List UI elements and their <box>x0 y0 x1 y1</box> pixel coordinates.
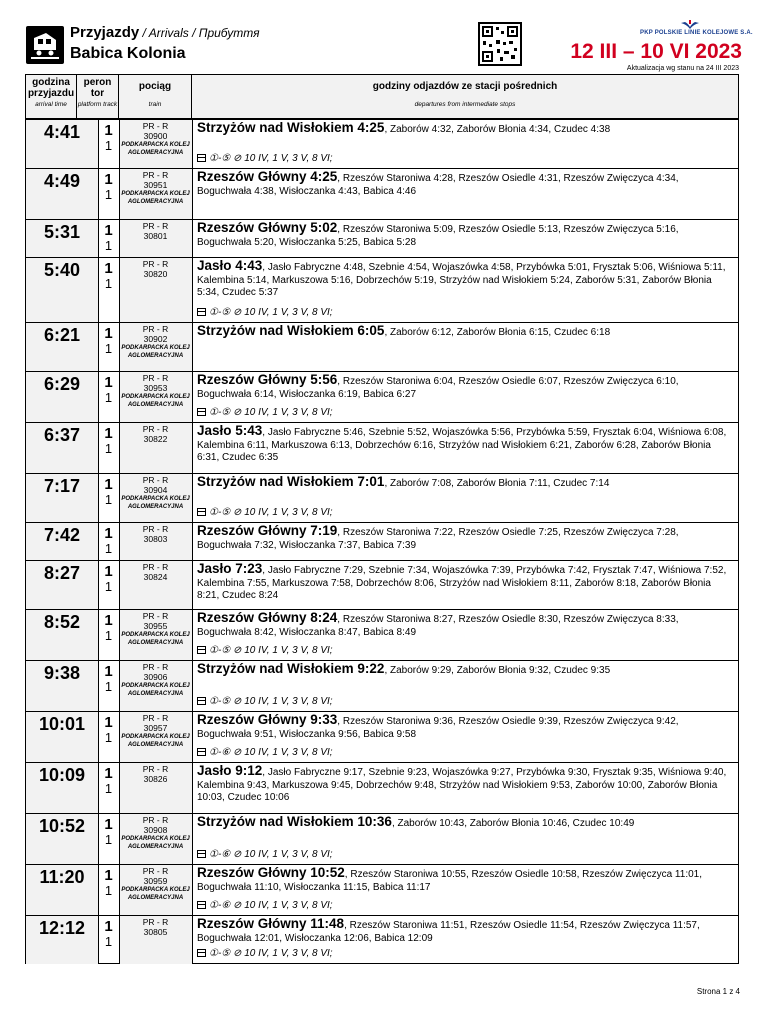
platform-number: 1 <box>104 714 113 731</box>
arrival-time: 6:37 <box>43 425 81 445</box>
train-category: PR - R <box>142 866 169 876</box>
track-number: 1 <box>104 541 113 556</box>
train-category: PR - R <box>142 524 169 534</box>
table-row <box>26 865 738 916</box>
arrival-time: 7:42 <box>43 525 81 545</box>
arrival-time: 8:27 <box>43 563 81 583</box>
intermediate-stops: , Zaborów 7:08, Zaborów Błonia 7:11, Czudec 7:14 <box>384 478 610 489</box>
track-number: 1 <box>104 187 113 202</box>
train-brand: PODKARPACKA KOLEJ AGLOMERACYJNA <box>121 345 190 359</box>
train-brand: PODKARPACKA KOLEJ AGLOMERACYJNA <box>121 836 190 850</box>
origin-station: Jasło 5:43 <box>197 423 263 438</box>
operating-days-note <box>197 747 333 758</box>
table-row <box>26 474 738 523</box>
column-intermediate-stops: godziny odjazdów ze stacji pośrednich departures from intermediate stops <box>372 81 558 108</box>
calendar-icon <box>197 697 206 705</box>
platform-number: 1 <box>104 260 113 277</box>
track-number: 1 <box>104 579 113 594</box>
calendar-icon <box>197 308 206 316</box>
route-stops <box>197 663 733 678</box>
train-info <box>119 764 192 784</box>
train-info <box>119 713 192 749</box>
column-arrival-time: godzina przyjazdu arrival time <box>26 75 77 118</box>
calendar-icon <box>197 508 206 516</box>
platform-track <box>98 426 119 456</box>
title-translations: / Arrivals / Прибуття <box>139 26 260 40</box>
platform-track <box>98 664 119 694</box>
train-category: PR - R <box>142 764 169 774</box>
arrival-time: 6:21 <box>43 325 81 345</box>
calendar-icon <box>197 748 206 756</box>
train-number: 30820 <box>143 269 168 279</box>
table-row <box>26 763 738 814</box>
train-category: PR - R <box>142 259 169 269</box>
platform-track <box>98 715 119 745</box>
track-number: 1 <box>104 628 113 643</box>
route-stops <box>197 816 733 831</box>
arrival-time: 10:09 <box>38 765 86 785</box>
route-stops <box>197 563 733 603</box>
track-number: 1 <box>104 781 113 796</box>
train-info <box>119 259 192 279</box>
train-category: PR - R <box>142 611 169 621</box>
train-brand: PODKARPACKA KOLEJ AGLOMERACYJNA <box>121 887 190 901</box>
operating-days-note <box>197 407 333 418</box>
train-category: PR - R <box>142 662 169 672</box>
route-stops <box>197 374 733 401</box>
page-title <box>70 24 260 42</box>
brand-name: PKP POLSKIE LINIE KOLEJOWE S.A. <box>640 30 753 36</box>
origin-station: Jasło 4:43 <box>197 258 263 273</box>
platform-number: 1 <box>104 374 113 391</box>
train-number: 30955 <box>143 621 168 631</box>
table-row <box>26 169 738 220</box>
calendar-icon <box>197 850 206 858</box>
train-category: PR - R <box>142 917 169 927</box>
intermediate-stops: , Zaborów 9:29, Zaborów Błonia 9:32, Czudec 9:35 <box>384 665 611 676</box>
platform-track <box>98 919 119 949</box>
arrival-time: 8:52 <box>43 612 81 632</box>
train-number: 30959 <box>143 876 168 886</box>
route-stops <box>197 867 733 894</box>
operating-days-note <box>197 900 333 911</box>
train-info <box>119 424 192 444</box>
track-number: 1 <box>104 832 113 847</box>
pkp-wings-icon <box>681 20 699 30</box>
calendar-icon <box>197 646 206 654</box>
table-row <box>26 916 738 964</box>
operating-days-note <box>197 507 333 518</box>
platform-number: 1 <box>104 816 113 833</box>
train-brand: PODKARPACKA KOLEJ AGLOMERACYJNA <box>121 632 190 646</box>
platform-track <box>98 375 119 405</box>
train-info <box>119 121 192 157</box>
train-number: 30900 <box>143 131 168 141</box>
platform-number: 1 <box>104 222 113 239</box>
table-row <box>26 610 738 661</box>
table-row <box>26 258 738 323</box>
table-row <box>26 661 738 712</box>
operating-days-text: ①-⑤ ⊘ 10 IV, 1 V, 3 V, 8 VI; <box>209 153 333 164</box>
train-category: PR - R <box>142 424 169 434</box>
operating-days-text: ①-⑤ ⊘ 10 IV, 1 V, 3 V, 8 VI; <box>209 407 333 418</box>
train-number: 30822 <box>143 434 168 444</box>
track-number: 1 <box>104 730 113 745</box>
train-info <box>119 324 192 360</box>
route-stops <box>197 260 733 300</box>
train-category: PR - R <box>142 121 169 131</box>
qr-code-icon <box>478 22 522 66</box>
train-info <box>119 170 192 206</box>
train-brand: PODKARPACKA KOLEJ AGLOMERACYJNA <box>121 191 190 205</box>
route-stops <box>197 222 733 249</box>
track-number: 1 <box>104 390 113 405</box>
route-stops <box>197 918 733 945</box>
origin-station: Jasło 9:12 <box>197 763 263 778</box>
train-category: PR - R <box>142 324 169 334</box>
table-row <box>26 220 738 258</box>
route-stops <box>197 476 733 491</box>
track-number: 1 <box>104 238 113 253</box>
train-category: PR - R <box>142 815 169 825</box>
origin-station: Rzeszów Główny 8:24 <box>197 610 338 625</box>
track-number: 1 <box>104 679 113 694</box>
route-stops <box>197 171 733 198</box>
train-number: 30908 <box>143 825 168 835</box>
page-number: Strona 1 z 4 <box>696 987 740 996</box>
platform-track <box>98 123 119 153</box>
train-info <box>119 662 192 698</box>
platform-number: 1 <box>104 765 113 782</box>
intermediate-stops: , Zaborów 6:12, Zaborów Błonia 6:15, Czudec 6:18 <box>384 327 611 338</box>
train-number: 30904 <box>143 485 168 495</box>
operating-days-note <box>197 153 333 164</box>
platform-number: 1 <box>104 476 113 493</box>
intermediate-stops: , Rzeszów Staroniwa 7:22, Rzeszów Osiedle 7:25, Rzeszów Zwięczyca 7:28, Boguchwała 7:32, Wisłoczanka 7:37, Babica 7:39 <box>197 527 679 551</box>
calendar-icon <box>197 408 206 416</box>
arrival-time: 6:29 <box>43 374 81 394</box>
origin-station: Jasło 7:23 <box>197 561 263 576</box>
platform-number: 1 <box>104 425 113 442</box>
train-category: PR - R <box>142 713 169 723</box>
train-number: 30951 <box>143 180 168 190</box>
column-platform: peron tor platform track <box>77 75 119 118</box>
origin-station: Rzeszów Główny 10:52 <box>197 865 345 880</box>
intermediate-stops: , Zaborów 10:43, Zaborów Błonia 10:46, Czudec 10:49 <box>391 818 635 829</box>
arrival-time: 10:52 <box>38 816 86 836</box>
train-number: 30824 <box>143 572 168 582</box>
train-category: PR - R <box>142 475 169 485</box>
origin-station: Strzyżów nad Wisłokiem 7:01 <box>197 474 385 489</box>
calendar-icon <box>197 949 206 957</box>
platform-number: 1 <box>104 612 113 629</box>
platform-number: 1 <box>104 171 113 188</box>
table-row <box>26 712 738 763</box>
train-info <box>119 221 192 241</box>
intermediate-stops: , Jasło Fabryczne 9:17, Szebnie 9:23, Wojaszówka 9:27, Przybówka 9:30, Frysztak 9:35, Wiśniowa 9:40, Kalembina 9:43, Markuszowa 9:45, Dobrzechów 9:48, Strzyżów nad Wisłokiem 9:53, Zaborów 10:00, Zaborów Błonia 10:03, Czudec 10:06 <box>197 767 727 803</box>
origin-station: Rzeszów Główny 11:48 <box>197 916 345 931</box>
route-stops <box>197 425 733 465</box>
train-info <box>119 475 192 511</box>
pkp-logo <box>640 20 753 36</box>
arrival-time: 5:40 <box>43 260 81 280</box>
train-info <box>119 562 192 582</box>
column-train: pociąg train <box>119 75 192 118</box>
intermediate-stops: , Rzeszów Staroniwa 5:09, Rzeszów Osiedle 5:13, Rzeszów Zwięczyca 5:16, Boguchwała 5:20, Wisłoczanka 5:25, Babica 5:28 <box>197 224 679 248</box>
table-header <box>26 75 738 120</box>
operating-days-text: ①-⑤ ⊘ 10 IV, 1 V, 3 V, 8 VI; <box>209 307 333 318</box>
track-number: 1 <box>104 934 113 949</box>
arrivals-table <box>25 74 739 964</box>
train-brand: PODKARPACKA KOLEJ AGLOMERACYJNA <box>121 496 190 510</box>
origin-station: Rzeszów Główny 5:56 <box>197 372 338 387</box>
platform-number: 1 <box>104 122 113 139</box>
table-row <box>26 814 738 865</box>
train-info <box>119 917 192 937</box>
origin-station: Rzeszów Główny 7:19 <box>197 523 338 538</box>
origin-station: Rzeszów Główny 4:25 <box>197 169 338 184</box>
platform-number: 1 <box>104 663 113 680</box>
table-row <box>26 120 738 169</box>
arrival-time: 7:17 <box>43 476 81 496</box>
intermediate-stops: , Rzeszów Staroniwa 11:51, Rzeszów Osiedle 11:54, Rzeszów Zwięczyca 11:57, Boguchwała 12:01, Wisłoczanka 12:06, Babica 12:09 <box>197 920 700 944</box>
platform-track <box>98 766 119 796</box>
train-info <box>119 611 192 647</box>
origin-station: Strzyżów nad Wisłokiem 10:36 <box>197 814 392 829</box>
intermediate-stops: , Jasło Fabryczne 5:46, Szebnie 5:52, Wojaszówka 5:56, Przybówka 5:59, Frysztak 6:04, Wiśniowa 6:08, Kalembina 6:11, Markuszowa 6:13, Dobrzechów 6:16, Strzyżów nad Wisłokiem 6:21, Zaborów 6:28, Zaborów Błonia 6:31, Czudec 6:35 <box>197 427 727 463</box>
platform-track <box>98 817 119 847</box>
platform-track <box>98 172 119 202</box>
platform-track <box>98 223 119 253</box>
train-brand: PODKARPACKA KOLEJ AGLOMERACYJNA <box>121 683 190 697</box>
train-brand: PODKARPACKA KOLEJ AGLOMERACYJNA <box>121 734 190 748</box>
table-body <box>26 120 738 964</box>
table-row <box>26 323 738 372</box>
arrival-time: 5:31 <box>43 222 81 242</box>
train-number: 30803 <box>143 534 168 544</box>
operating-days-note <box>197 645 333 656</box>
intermediate-stops: , Rzeszów Staroniwa 8:27, Rzeszów Osiedle 8:30, Rzeszów Zwięczyca 8:33, Boguchwała 8:42, Wisłoczanka 8:47, Babica 8:49 <box>197 614 679 638</box>
station-name: Babica Kolonia <box>70 45 186 62</box>
train-number: 30826 <box>143 774 168 784</box>
platform-track <box>98 326 119 356</box>
train-number: 30953 <box>143 383 168 393</box>
origin-station: Strzyżów nad Wisłokiem 9:22 <box>197 661 385 676</box>
intermediate-stops: , Rzeszów Staroniwa 10:55, Rzeszów Osiedle 10:58, Rzeszów Zwięczyca 11:01, Boguchwała 11:10, Wisłoczanka 11:15, Babica 11:17 <box>197 869 702 893</box>
train-info <box>119 524 192 544</box>
operating-days-text: ①-⑤ ⊘ 10 IV, 1 V, 3 V, 8 VI; <box>209 948 333 959</box>
intermediate-stops: , Jasło Fabryczne 7:29, Szebnie 7:34, Wojaszówka 7:39, Przybówka 7:42, Frysztak 7:47, Wiśniowa 7:52, Kalembina 7:55, Markuszowa 7:58, Dobrzechów 8:06, Strzyżów nad Wisłokiem 8:11, Zaborów 8:18, Zaborów Błonia 8:21, Czudec 8:24 <box>197 565 727 601</box>
track-number: 1 <box>104 341 113 356</box>
train-number: 30805 <box>143 927 168 937</box>
operating-days-text: ①-⑥ ⊘ 10 IV, 1 V, 3 V, 8 VI; <box>209 900 333 911</box>
calendar-icon <box>197 901 206 909</box>
table-row <box>26 423 738 474</box>
platform-track <box>98 477 119 507</box>
train-category: PR - R <box>142 562 169 572</box>
train-number: 30957 <box>143 723 168 733</box>
train-number: 30906 <box>143 672 168 682</box>
validity-period: 12 III – 10 VI 2023 <box>570 40 742 63</box>
intermediate-stops: , Zaborów 4:32, Zaborów Błonia 4:34, Czudec 4:38 <box>384 124 611 135</box>
origin-station: Rzeszów Główny 9:33 <box>197 712 338 727</box>
operating-days-note <box>197 696 333 707</box>
update-date: Aktualizacja wg stanu na 24 III 2023 <box>626 65 739 72</box>
operating-days-note <box>197 307 333 318</box>
arrival-time: 11:20 <box>39 867 85 887</box>
intermediate-stops: , Rzeszów Staroniwa 4:28, Rzeszów Osiedle 4:31, Rzeszów Zwięczyca 4:34, Boguchwała 4:38, Wisłoczanka 4:43, Babica 4:46 <box>197 173 679 197</box>
platform-number: 1 <box>104 525 113 542</box>
platform-track <box>98 868 119 898</box>
train-number: 30902 <box>143 334 168 344</box>
platform-track <box>98 613 119 643</box>
intermediate-stops: , Rzeszów Staroniwa 9:36, Rzeszów Osiedle 9:39, Rzeszów Zwięczyca 9:42, Boguchwała 9:51, Wisłoczanka 9:56, Babica 9:58 <box>197 716 679 740</box>
track-number: 1 <box>104 276 113 291</box>
platform-track <box>98 526 119 556</box>
route-stops <box>197 765 733 805</box>
route-stops <box>197 122 733 137</box>
track-number: 1 <box>104 441 113 456</box>
intermediate-stops: , Rzeszów Staroniwa 6:04, Rzeszów Osiedle 6:07, Rzeszów Zwięczyca 6:10, Boguchwała 6:14, Wisłoczanka 6:19, Babica 6:27 <box>197 376 679 400</box>
operating-days-note <box>197 948 333 959</box>
platform-track <box>98 261 119 291</box>
train-category: PR - R <box>142 373 169 383</box>
table-row <box>26 372 738 423</box>
train-brand: PODKARPACKA KOLEJ AGLOMERACYJNA <box>121 142 190 156</box>
operating-days-text: ①-⑤ ⊘ 10 IV, 1 V, 3 V, 8 VI; <box>209 645 333 656</box>
route-stops <box>197 525 733 552</box>
arrival-time: 9:38 <box>43 663 81 683</box>
arrival-time: 12:12 <box>38 918 86 938</box>
platform-number: 1 <box>104 563 113 580</box>
arrival-time: 4:41 <box>43 122 81 142</box>
origin-station: Rzeszów Główny 5:02 <box>197 220 338 235</box>
operating-days-text: ①-⑥ ⊘ 10 IV, 1 V, 3 V, 8 VI; <box>209 747 333 758</box>
track-number: 1 <box>104 492 113 507</box>
operating-days-text: ①-⑤ ⊘ 10 IV, 1 V, 3 V, 8 VI; <box>209 696 333 707</box>
origin-station: Strzyżów nad Wisłokiem 6:05 <box>197 323 385 338</box>
operating-days-text: ①-⑤ ⊘ 10 IV, 1 V, 3 V, 8 VI; <box>209 507 333 518</box>
track-number: 1 <box>104 883 113 898</box>
table-row <box>26 523 738 561</box>
train-info <box>119 373 192 409</box>
intermediate-stops: , Jasło Fabryczne 4:48, Szebnie 4:54, Wojaszówka 4:58, Przybówka 5:01, Frysztak 5:06, Wiśniowa 5:11, Kalembina 5:14, Markuszowa 5:16, Dobrzechów 5:19, Strzyżów nad Wisłokiem 5:24, Zaborów 5:31, Zaborów Błonia 5:34, Czudec 5:37 <box>197 262 726 298</box>
arrival-time: 4:49 <box>43 171 81 191</box>
origin-station: Strzyżów nad Wisłokiem 4:25 <box>197 120 385 135</box>
calendar-icon <box>197 154 206 162</box>
route-stops <box>197 612 733 639</box>
platform-number: 1 <box>104 325 113 342</box>
platform-number: 1 <box>104 867 113 884</box>
train-info <box>119 866 192 902</box>
train-brand: PODKARPACKA KOLEJ AGLOMERACYJNA <box>121 394 190 408</box>
train-category: PR - R <box>142 170 169 180</box>
arrival-time: 10:01 <box>38 714 86 734</box>
train-icon <box>26 26 64 64</box>
track-number: 1 <box>104 138 113 153</box>
route-stops <box>197 714 733 741</box>
table-row <box>26 561 738 610</box>
train-category: PR - R <box>142 221 169 231</box>
platform-track <box>98 564 119 594</box>
train-number: 30801 <box>143 231 168 241</box>
train-info <box>119 815 192 851</box>
operating-days-note <box>197 849 333 860</box>
title-pl: Przyjazdy <box>70 24 140 41</box>
route-stops <box>197 325 733 340</box>
operating-days-text: ①-⑥ ⊘ 10 IV, 1 V, 3 V, 8 VI; <box>209 849 333 860</box>
platform-number: 1 <box>104 918 113 935</box>
